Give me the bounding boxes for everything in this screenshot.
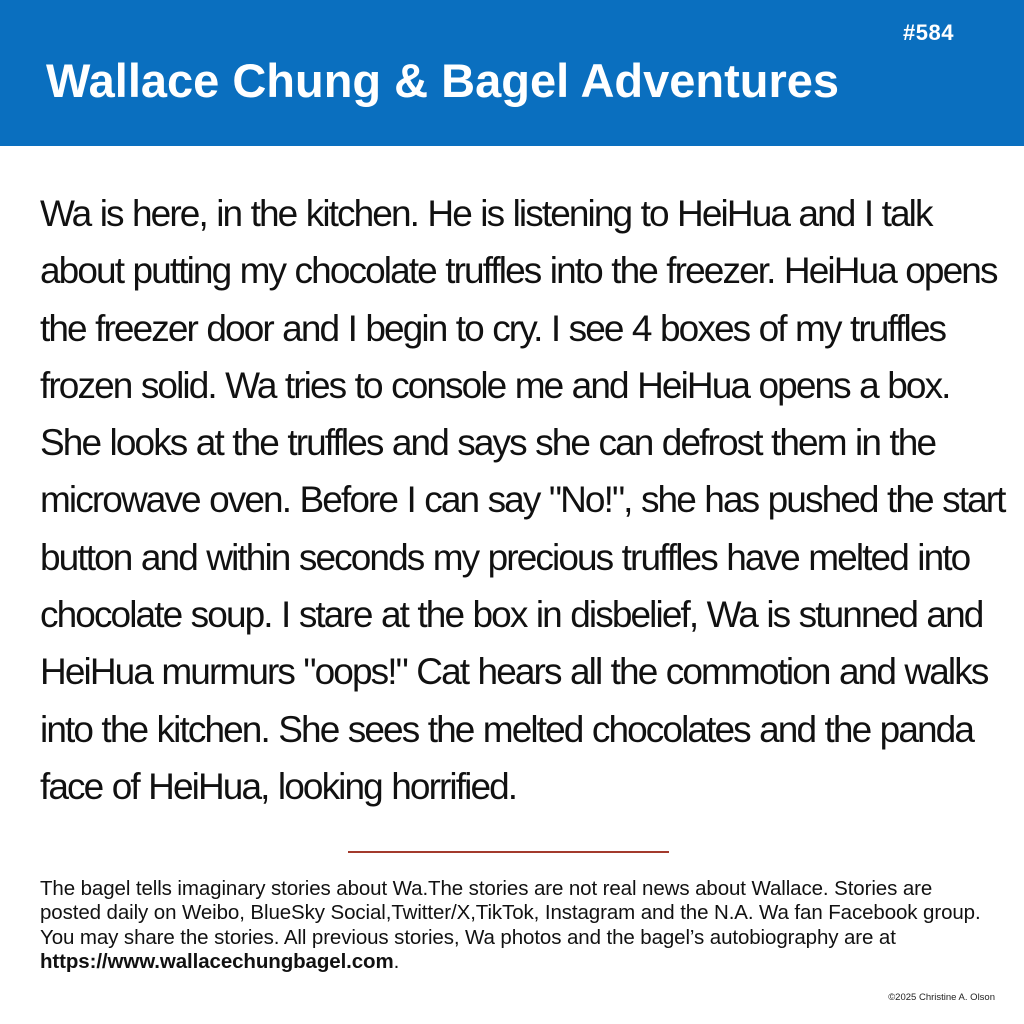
- header-banner: [0, 0, 1024, 146]
- story-number: #584: [903, 20, 954, 45]
- page-title: Wallace Chung & Bagel Adventures: [46, 54, 840, 107]
- footer-note-text: The bagel tells imaginary stories about Wa.The stories are not real news about Wallace. Stories are posted daily on Weibo, BlueSky Social,Twitter/X,TikTok, Instagram and the N.A. Wa fan Facebook group. You may share the stories. All previous stories, Wa photos and the bagel’s autobiography are at: [40, 877, 981, 949]
- footer-note-end: .: [393, 950, 400, 974]
- divider-line: [348, 851, 669, 853]
- copyright-notice: ©2025 Christine A. Olson: [888, 992, 995, 1003]
- story-text: Wa is here, in the kitchen. He is listening to HeiHua and I talk about putting my chocolate truffles into the freezer. HeiHua opens the freezer door and I begin to cry. I see 4 boxes of my truffles frozen solid. Wa tries to console me and HeiHua opens a box. She looks at the truffles and says she can defrost them in the microwave oven. Before I can say "No!", she has pushed the start button and within seconds my precious truffles have melted into chocolate soup. I stare at the box in disbelief, Wa is stunned and HeiHua murmurs "oops!" Cat hears all the commotion and walks into the kitchen. She sees the melted chocolates and the panda face of HeiHua, looking horrified.: [40, 193, 1005, 807]
- footer-note: [40, 877, 990, 975]
- website-link[interactable]: https://www.wallacechungbagel.com: [40, 950, 394, 974]
